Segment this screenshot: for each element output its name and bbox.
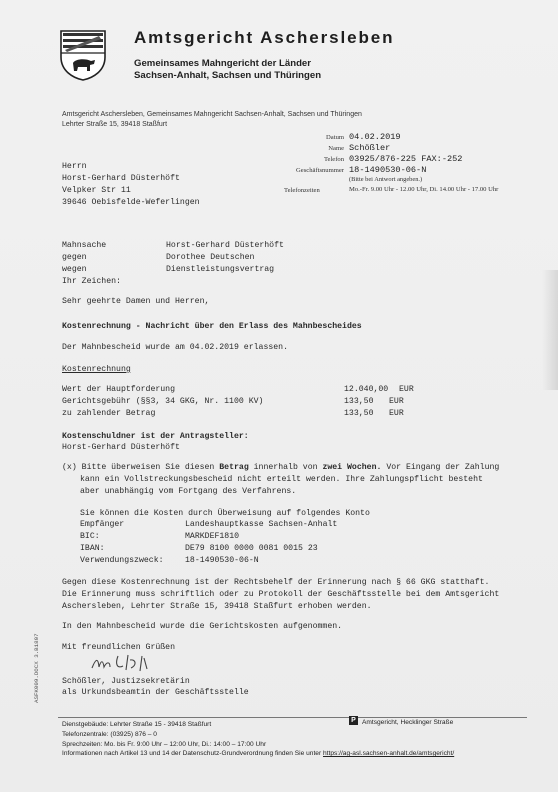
wegen-value: Dienstleistungsvertrag bbox=[166, 265, 275, 274]
footer-phone: Telefonzentrale: (03925) 876 – 0 bbox=[62, 731, 157, 738]
wegen-label: wegen bbox=[62, 265, 87, 274]
sender-line-2: Lehrter Straße 15, 39418 Staßfurt bbox=[62, 121, 168, 128]
scan-shadow bbox=[542, 270, 558, 390]
footer-privacy bbox=[62, 750, 454, 757]
legal-line-2: Die Erinnerung muss schriftlich oder zu Protokoll der Geschäftsstelle bei dem Amtsgericht bbox=[62, 590, 500, 599]
parking-icon: P bbox=[349, 716, 358, 725]
signature-image bbox=[90, 652, 160, 674]
payment-line-2: kann ein Vollstreckungsbescheid nicht erteilt werden. Ihre Zahlungspflicht besteht bbox=[80, 475, 483, 484]
recipient-city: 39646 Oebisfelde-Weferlingen bbox=[62, 198, 200, 207]
footer-building: Dienstgebäude: Lehrter Straße 15 - 39418 Staßfurt bbox=[62, 721, 212, 728]
sender-line-1: Amtsgericht Aschersleben, Gemeinsames Mahngericht Sachsen-Anhalt, Sachsen und Thüringen bbox=[62, 111, 362, 118]
checkbox-mark: (x) bbox=[62, 463, 77, 472]
phone-value: 03925/876-225 FAX:-252 bbox=[349, 154, 463, 164]
case-number-value: 18-1490530-06-N bbox=[349, 165, 427, 175]
phone-label: Telefon bbox=[323, 156, 344, 163]
cost-row-amount: 12.040,00 bbox=[344, 385, 389, 394]
cost-row-amount: 133,50 bbox=[344, 409, 374, 418]
bank-value: Landeshauptkasse Sachsen-Anhalt bbox=[185, 520, 338, 529]
costs-included-line: In den Mahnbescheid wurde die Gerichtskosten aufgenommen. bbox=[62, 622, 343, 631]
case-number-label: Geschäftsnummer bbox=[296, 167, 344, 174]
payment-line-3: aber unabhängig vom Fortgang des Verfahrens. bbox=[80, 487, 297, 496]
court-name: Amtsgericht Aschersleben bbox=[134, 28, 395, 47]
bank-label: Verwendungszweck: bbox=[80, 556, 164, 565]
bank-value: 18-1490530-06-N bbox=[185, 556, 259, 565]
payment-deadline: zwei Wochen. bbox=[322, 463, 382, 472]
payment-text: innerhalb von bbox=[248, 463, 323, 472]
cost-row-label: Gerichtsgebühr (§§3, 34 GKG, Nr. 1100 KV) bbox=[62, 397, 264, 406]
mahnsache-label: Mahnsache bbox=[62, 241, 107, 250]
recipient-street: Velpker Str 11 bbox=[62, 186, 131, 195]
bank-value: DE79 8100 0000 0081 0015 23 bbox=[185, 544, 318, 553]
payment-text: Bitte überweisen Sie diesen bbox=[81, 463, 220, 472]
court-subtitle-1: Gemeinsames Mahngericht der Länder bbox=[134, 58, 312, 69]
recipient-salutation: Herrn bbox=[62, 162, 87, 171]
cost-row-label: zu zahlender Betrag bbox=[62, 409, 156, 418]
name-label: Name bbox=[328, 145, 344, 152]
document-code: ASFK009.DOCX 3.B1807 bbox=[33, 633, 40, 703]
bank-intro: Sie können die Kosten durch Überweisung auf folgendes Konto bbox=[80, 509, 370, 518]
signer-role: als Urkundsbeamtin der Geschäftsstelle bbox=[62, 688, 249, 697]
date-value: 04.02.2019 bbox=[349, 132, 401, 142]
payment-text-bold: Betrag bbox=[219, 463, 249, 472]
name-value: Schößler bbox=[349, 143, 391, 153]
issued-line: Der Mahnbescheid wurde am 04.02.2019 erlassen. bbox=[62, 343, 289, 352]
cost-row-amount: 133,50 bbox=[344, 397, 374, 406]
ihr-zeichen-label: Ihr Zeichen: bbox=[62, 277, 121, 286]
subject-line: Kostenrechnung - Nachricht über den Erlass des Mahnbescheides bbox=[62, 322, 362, 331]
signer-name: Schößler, Justizsekretärin bbox=[62, 677, 190, 686]
privacy-link[interactable]: https://ag-asl.sachsen-anhalt.de/amtsgericht/ bbox=[322, 750, 455, 757]
legal-line-1: Gegen diese Kostenrechnung ist der Rechtsbehelf der Erinnerung nach § 66 GKG statthaft. bbox=[62, 578, 490, 587]
gegen-value: Dorothee Deutschen bbox=[166, 253, 255, 262]
phone-hours-label: Telefonzeiten bbox=[284, 187, 320, 194]
debtor-heading: Kostenschuldner ist der Antragsteller: bbox=[62, 432, 249, 441]
bank-label: IBAN: bbox=[80, 544, 105, 553]
bank-value: MARKDEF1810 bbox=[185, 532, 240, 541]
bank-label: BIC: bbox=[80, 532, 100, 541]
privacy-text: Informationen nach Artikel 13 und 14 der Datenschutz-Grundverordnung finden Sie unter bbox=[62, 750, 323, 757]
court-subtitle-2: Sachsen-Anhalt, Sachsen und Thüringen bbox=[134, 70, 322, 81]
legal-line-3: Aschersleben, Lehrter Straße 15, 39418 Staßfurt erhoben werden. bbox=[62, 602, 372, 611]
cost-row-currency: EUR bbox=[389, 409, 404, 418]
case-number-note: (Bitte bei Antwort angeben.) bbox=[349, 176, 423, 183]
payment-instruction bbox=[62, 463, 499, 472]
cost-row-currency: EUR bbox=[389, 397, 404, 406]
mahnsache-value: Horst-Gerhard Düsterhöft bbox=[166, 241, 284, 250]
coat-of-arms-icon bbox=[59, 29, 107, 81]
footer-parking: Amtsgericht, Hecklinger Straße bbox=[362, 719, 454, 726]
footer-hours: Sprechzeiten: Mo. bis Fr. 9:00 Uhr – 12:00 Uhr, Di.: 14:00 – 17:00 Uhr bbox=[62, 741, 267, 748]
greeting: Sehr geehrte Damen und Herren, bbox=[62, 297, 210, 306]
debtor-name: Horst-Gerhard Düsterhöft bbox=[62, 443, 180, 452]
cost-heading: Kostenrechnung bbox=[62, 365, 131, 374]
bank-label: Empfänger bbox=[80, 520, 125, 529]
recipient-name: Horst-Gerhard Düsterhöft bbox=[62, 174, 180, 183]
payment-text: Vor Eingang der Zahlung bbox=[381, 463, 500, 472]
cost-row-label: Wert der Hauptforderung bbox=[62, 385, 176, 394]
cost-row-currency: EUR bbox=[399, 385, 414, 394]
date-label: Datum bbox=[326, 134, 344, 141]
phone-hours-value: Mo.-Fr. 9.00 Uhr - 12.00 Uhr, Di. 14.00 Uhr - 17.00 Uhr bbox=[349, 186, 499, 193]
closing: Mit freundlichen Grüßen bbox=[62, 643, 176, 652]
footer-divider bbox=[58, 717, 527, 718]
gegen-label: gegen bbox=[62, 253, 87, 262]
